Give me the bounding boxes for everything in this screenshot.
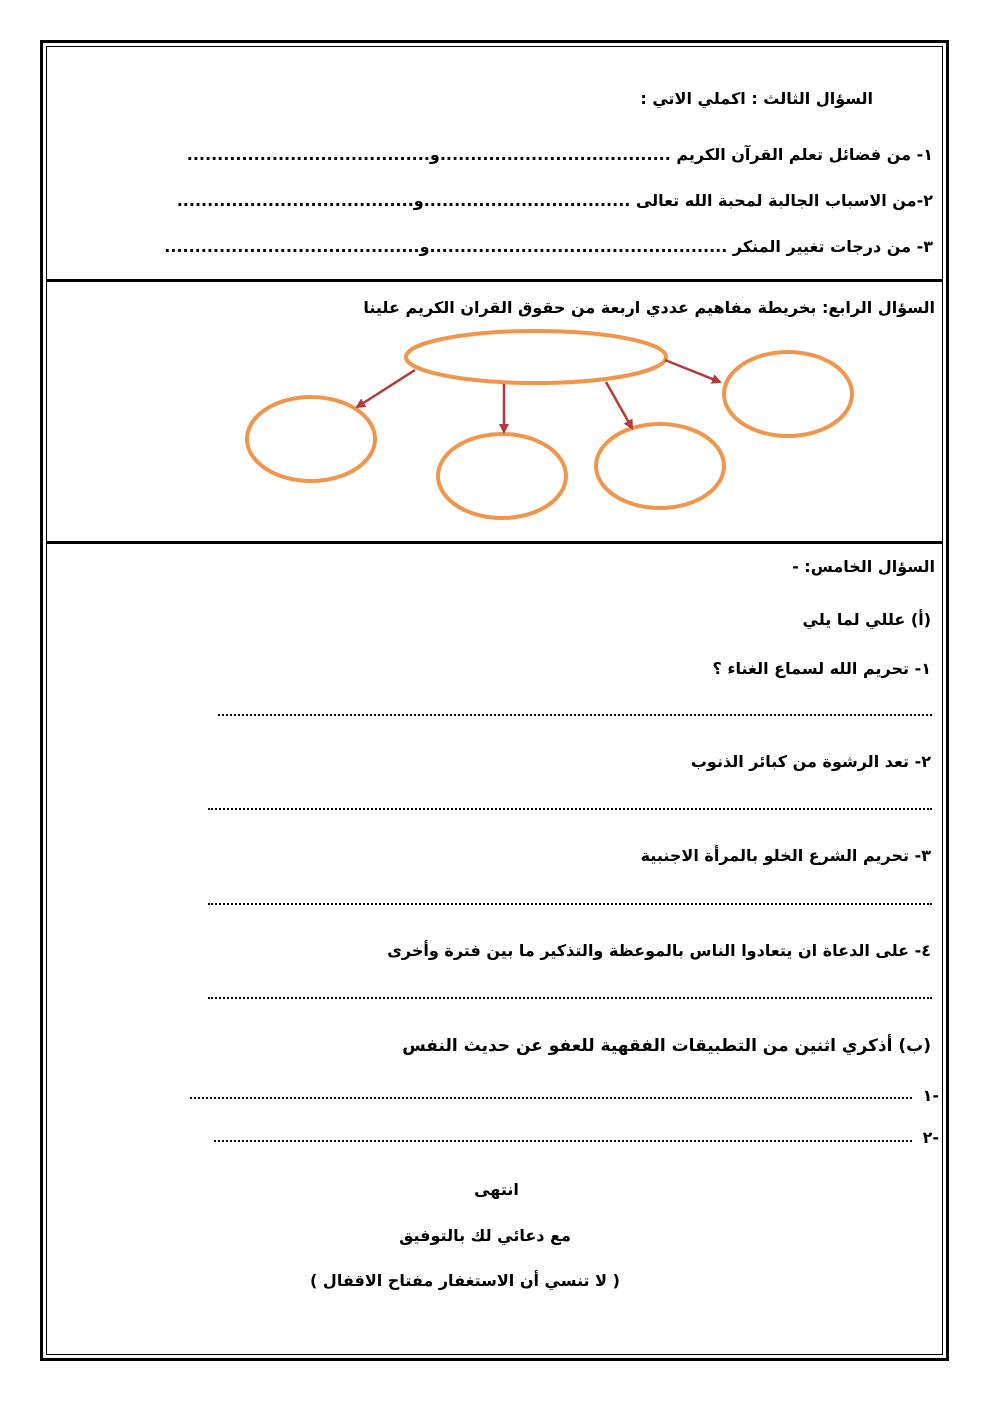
q5-item-3: ٣- تحريم الشرع الخلو بالمرأة الاجنبية — [640, 846, 931, 865]
concept-node-3[interactable] — [438, 434, 566, 518]
answer-line-2[interactable] — [208, 808, 932, 810]
answer-line-4[interactable] — [208, 997, 932, 999]
q5-b-item-1: -١ — [922, 1086, 939, 1105]
closing-end: انتهى — [474, 1180, 519, 1199]
arrow-to-node-1 — [665, 360, 720, 382]
q5-title: السؤال الخامس: - — [792, 557, 935, 576]
q5-part-a: (أ) عللي لما يلي — [802, 610, 931, 629]
answer-line-b2[interactable] — [214, 1140, 912, 1142]
concept-node-4[interactable] — [247, 397, 375, 481]
q3-title: السؤال الثالث : اكملي الاتي : — [640, 89, 873, 108]
answer-line-3[interactable] — [208, 903, 932, 905]
q3-item-2: ٢-من الاسباب الجالبة لمحبة الله تعالى ..................................و....................................... — [176, 191, 933, 210]
closing-reminder: ( لا تنسي أن الاستغفار مفتاح الاقفال ) — [310, 1271, 620, 1290]
q5-item-2: ٢- تعد الرشوة من كبائر الذنوب — [690, 752, 931, 771]
arrow-to-node-4 — [357, 370, 415, 407]
q5-item-4: ٤- على الدعاة ان يتعادوا الناس بالموعظة والتذكير ما بين فترة وأخرى — [387, 941, 931, 960]
closing-wish: مع دعائي لك بالتوفيق — [399, 1226, 571, 1245]
concept-node-1[interactable] — [724, 352, 852, 436]
arrow-to-node-2 — [606, 382, 632, 428]
answer-line-1[interactable] — [218, 714, 932, 716]
q5-part-b: (ب) أذكري اثنين من التطبيقات الفقهية للعفو عن حديث النفس — [402, 1036, 931, 1056]
q5-b-item-2: -٢ — [922, 1128, 939, 1147]
q3-item-3: ٣- من درجات تغيير المنكر .................................................و.......................................... — [164, 237, 933, 256]
concept-node-2[interactable] — [596, 424, 724, 508]
q4-title: السؤال الرابع: بخريطة مفاهيم عددي اربعة من حقوق القران الكريم علينا — [363, 298, 935, 317]
answer-line-b1[interactable] — [190, 1097, 912, 1099]
concept-center-ellipse[interactable] — [406, 331, 666, 383]
q3-item-1: ١- من فضائل تعلم القرآن الكريم ......................................و........................................ — [186, 145, 933, 164]
q5-item-1: ١- تحريم الله لسماع الغناء ؟ — [712, 659, 931, 678]
